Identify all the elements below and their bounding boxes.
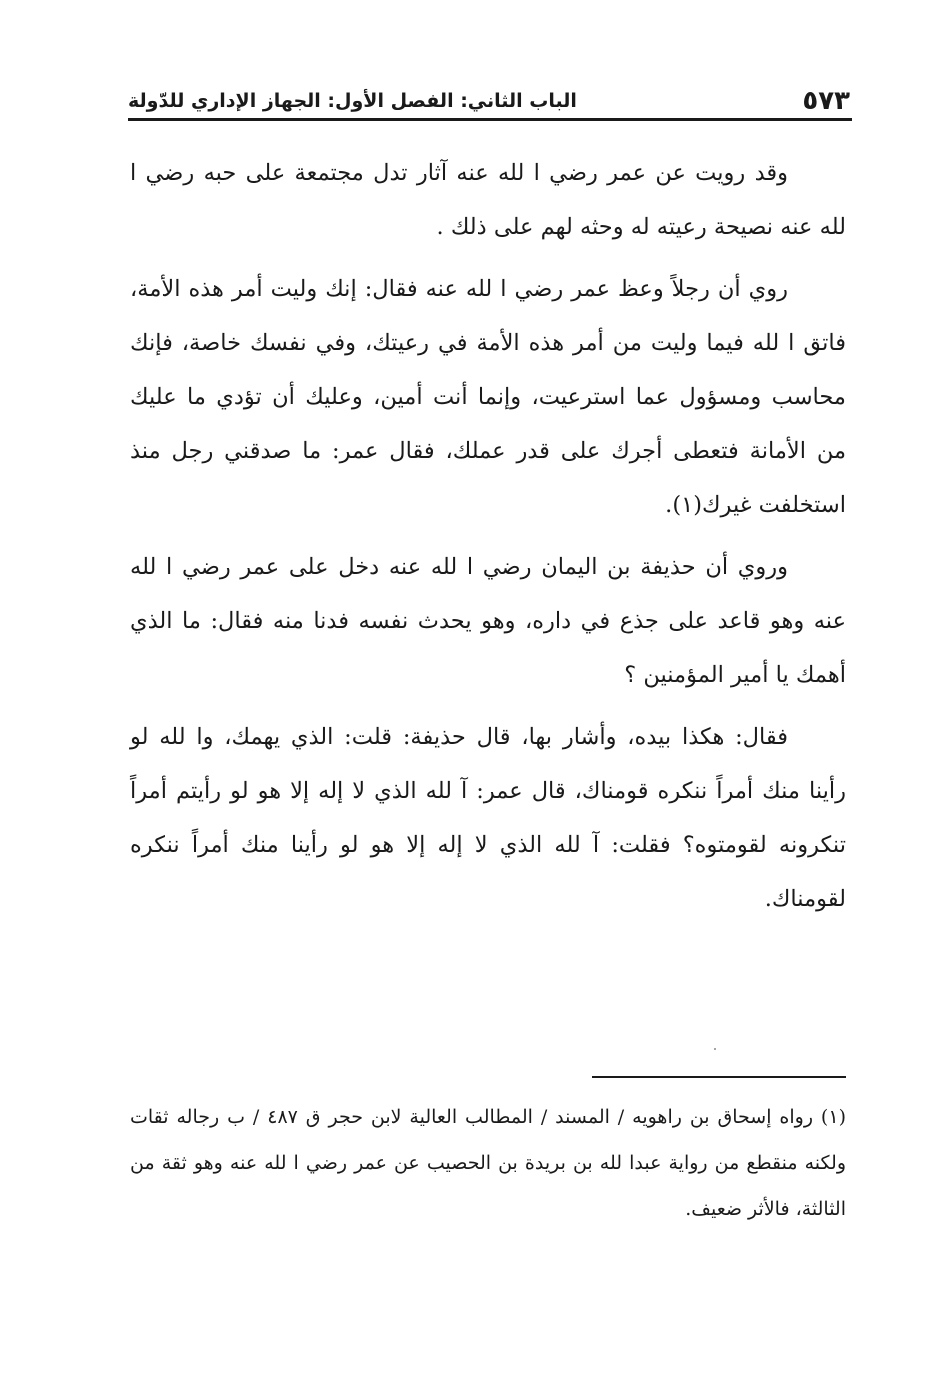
running-title: الباب الثاني: الفصل الأول: الجهاز الإداري للدّولة [128, 90, 577, 112]
page-header [128, 72, 850, 118]
paragraph-3: وروي أن حذيفة بن اليمان رضي ا لله عنه دخل على عمر رضي ا لله عنه وهو قاعد على جذع في داره، وهو يحدث نفسه فدنا منه فقال: ما الذي أهمك يا أمير المؤمنين ؟ [130, 554, 846, 688]
page-number: ٥٧٣ [802, 86, 850, 116]
footnotes [130, 1094, 846, 1232]
paragraph-4: فقال: هكذا بيده، وأشار بها، قال حذيفة: قلت: الذي يهمك، وا لله لو رأينا منك أمراً ننكره قومناك، قال عمر: آ لله الذي لا إله إلا هو لو رأيتم أمراً تنكرونه لقومتوه؟ فقلت: آ لله الذي لا إله إلا هو لو رأينا منك أمراً ننكره لقومناك. [130, 724, 846, 912]
body-text [130, 146, 846, 934]
paragraph-1: وقد رويت عن عمر رضي ا لله عنه آثار تدل مجتمعة على حبه رضي ا لله عنه نصيحة رعيته له وحثه لهم على ذلك . [130, 160, 846, 240]
footnote-rule [592, 1076, 846, 1078]
scan-speck [714, 1048, 716, 1050]
footnote-1: (١) رواه إسحاق بن راهويه / المسند / المطالب العالية لابن حجر ق ٤٨٧ / ب رجاله ثقات ولكنه منقطع من رواية عبدا لله بن بريدة بن الحصيب عن عمر رضي ا لله عنه وهو ثقة من الثالثة، فالأثر ضعيف. [130, 1106, 846, 1220]
paragraph-2: روي أن رجلاً وعظ عمر رضي ا لله عنه فقال: إنك وليت أمر هذه الأمة، فاتق ا لله فيما وليت من أمر هذه الأمة في رعيتك، وفي نفسك خاصة، فإنك محاسب ومسؤول عما استرعيت، وإنما أنت أمين، وعليك أن تؤدي ما عليك من الأمانة فتعطى أجرك على قدر عملك، فقال عمر: ما صدقني رجل منذ استخلفت غيرك(١). [130, 276, 846, 518]
header-rule [128, 118, 852, 121]
